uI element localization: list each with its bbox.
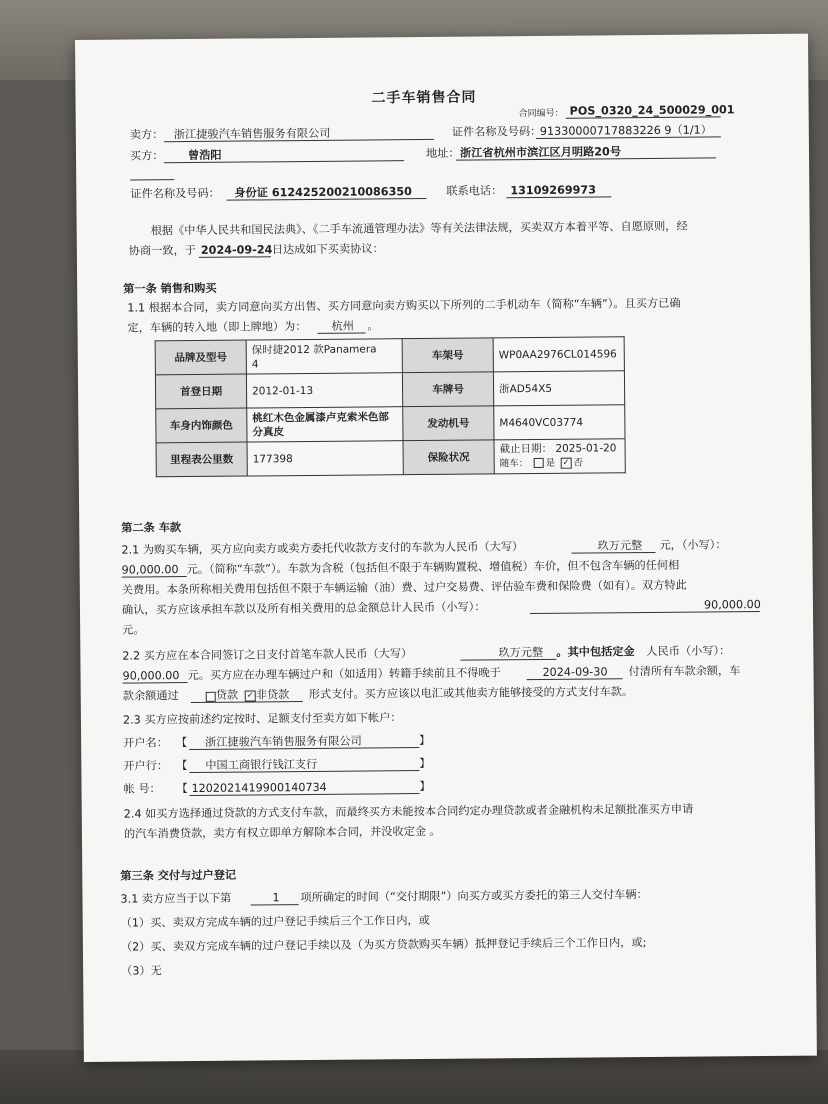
seller-id: 91330000717883226 9（1/1）	[539, 123, 712, 138]
mileage-label: 里程表公里数	[156, 442, 247, 477]
plate-label: 车牌号	[402, 372, 493, 407]
section-2-1-d: 关费用。本条所称相关费用包括但不限于车辆运输（油）费、过户交易费、评估验车费和保险费（如有）。双方特此	[121, 578, 687, 597]
buyer-id: 身份证 612425200210086350	[234, 185, 412, 200]
preamble-date-underline	[199, 256, 271, 258]
section-2-1-total: 90,000.00	[703, 598, 761, 612]
section-2-2-f: 款余额通过	[122, 689, 179, 703]
insurance-value: 截止日期： 2025-01-20 随车： 是 ✓ 否	[494, 439, 625, 474]
section-2-2-e: 付清所有车款余额，车	[628, 664, 741, 679]
section-3-title: 第三条 交付与过户登记	[120, 868, 237, 883]
section-2-2-d: 元。买方应在办理车辆过户和（如适用）转籍手续前且不得晚于	[187, 666, 501, 683]
section-2-4-b: 的汽车消费贷款，卖方有权立即单方解除本合同，并没收定金 。	[123, 824, 441, 841]
due-date-underline	[527, 678, 623, 680]
reg-date-value: 2012-01-13	[246, 373, 402, 408]
section-1-p1a: 1.1 根据本合同，卖方同意向买方出售、买方同意向卖方购买以下所列的二手机动车（简称“车辆”）。且买方已确	[127, 296, 681, 315]
table-row	[156, 439, 625, 477]
account-name: 浙江捷骏汽车销售服务有限公司	[205, 734, 362, 749]
color-value: 桃红木色金属漆卢克索米色部 分真皮	[247, 407, 403, 442]
phone: 13109269973	[510, 183, 597, 198]
seller-id-underline	[536, 136, 721, 139]
section-2-title: 第二条 车款	[121, 521, 182, 535]
first-payment-underline	[460, 659, 556, 661]
section-2-2-amount-cn: 玖万元整	[498, 645, 544, 660]
account-bank: 中国工商银行钱江支行	[205, 757, 318, 772]
section-2-4-a: 2.4 如买方选择通过贷款的方式支付车款，而最终买方未能按本合同约定办理贷款或者金融机构未足额批准买方申请	[123, 802, 694, 821]
total-underline	[530, 611, 760, 614]
seller-name: 浙江捷骏汽车销售服务有限公司	[173, 126, 331, 142]
section-2-1-a: 2.1 为购买车辆，买方应向卖方或卖方委托代收款方支付的车款为人民币（大写）	[121, 540, 524, 557]
engine-value: M4640VC03774	[494, 405, 625, 440]
section-3-option-2: （2）买、卖双方完成车辆的过户登记手续以及（为买方贷款购买车辆）抵押登记手续后三个工作日内，或;	[120, 936, 647, 954]
section-3-1-a: 3.1 卖方应当于以下第	[120, 891, 232, 906]
contract-page: 二手车销售合同 合同编号： POS_0320_24_500029_001 卖方： 浙江捷骏汽车销售服务有限公司 证件名称及号码： 91330000717883226 9（1/1） 买方： 曾浩阳 地址： 浙江省杭州市滨江区月明路20号 证件名称及号码： 身份证 612425200210086350 联系电话： 13109269973 根据《中华人民共和国民法典》、《二手车流通管理办法》等有关法律法规，买卖双方本着平等、自愿原则，经 协商一致，于 2024-09-24 日达成如下买卖协议： 第一条 销售和购买 1.1 根据本合同，卖方同意向买方出售、买方同意向卖方购买以下所列的二手机动车（简称“车辆”）。且买方已确 定，车辆的转入地（即上牌地）为： 杭州 。 品牌及型号 保时捷2012 款Panamera 4 车架号 WP0AA2976CL014596 首登日期 2012-01-13 车牌号 浙AD54X5 车身内饰颜色 桃红木色金属漆卢克索米色部 分真皮 发动机号 M4640VC03774 里程表公里数 177398 保险状况 截止日期： 2025-01-20 随车： 是 ✓ 否 第二条 车款 2.1 为购买车辆，买方应向卖方或卖方委托代收款方支付的车款为人民币（大写） 玖万元整 元，（小写）： 90,000.00 元。（简称“车款”）。车款为含税（包括但不限于车辆购置税、增值税）车价，但不包含车辆的任何相 关费用。本条所称相关费用包括但不限于车辆运输（油）费、过户交易费、评估验车费和保险费（如有）。双方特此 确认，买方应该承担车款以及所有相关费用的总金额总计人民币（小写）： 90,000.00 元。 2.2 买方应在本合同签订之日支付首笔车款人民币（大写） 玖万元整 。其中包括定金 人民币（小写）： 90,000.00 元。买方应在办理车辆过户和（如适用）转籍手续前且不得晚于 2024-09-30 付清所有车款余额，车 款余额通过 贷款 ✓ 非贷款 形式支付。买方应该以电汇或其他卖方能够接受的方式支付车款。 2.3 买方应按前述约定按时、足额支付至卖方如下帐户： 开户名： 【 浙江捷骏汽车销售服务有限公司 】 开户行： 【 中国工商银行钱江支行 】 帐 号： 【 1202021419900140734 】 2.4 如买方选择通过贷款的方式支付车款，而最终买方未能按本合同约定办理贷款或者金融机构未足额批准买方申请 的汽车消费贷款，卖方有权立即单方解除本合同，并没收定金 。 第三条 交付与过户登记 3.1 卖方应当于以下第 1 项所确定的时间（“交付期限”）向买方或买方委托的第三人交付车辆： （1）买、卖双方完成车辆的过户登记手续后三个工作日内，或 （2）买、卖双方完成车辆的过户登记手续以及（为买方贷款购买车辆）抵押登记手续后三个工作日内，或; （3）无	[75, 34, 817, 1062]
address-label: 地址：	[425, 146, 460, 160]
insurance-no-checkbox: ✓	[560, 457, 571, 468]
preamble-line-2a: 协商一致，于	[128, 243, 197, 258]
buyer-name: 曾浩阳	[187, 148, 222, 163]
seller-label: 卖方：	[129, 128, 164, 142]
section-2-1-e: 确认，买方应该承担车款以及所有相关费用的总金额总计人民币（小写）：	[121, 600, 486, 617]
section-2-2-amount: 90,000.00	[122, 669, 180, 683]
contract-no-underline	[566, 116, 721, 118]
brand-label: 品牌及型号	[155, 340, 246, 375]
engine-label: 发动机号	[403, 406, 494, 441]
loan-label: 贷款	[215, 688, 239, 702]
deposit-underline	[123, 682, 188, 684]
amount-underline	[122, 576, 187, 578]
section-2-2-b: 。其中包括定金	[556, 645, 635, 659]
table-row	[155, 371, 624, 409]
section-1-city: 杭州	[331, 319, 354, 333]
section-2-2-date: 2024-09-30	[542, 665, 608, 679]
section-2-1-b: 元，（小写）：	[659, 538, 727, 552]
no-loan-label: 非贷款	[255, 688, 290, 702]
contract-no: POS_0320_24_500029_001	[569, 103, 735, 118]
phone-underline	[506, 196, 611, 198]
buyer-extra-underline	[130, 179, 174, 180]
section-2-2-c: 人民币（小写）：	[646, 644, 731, 659]
vin-value: WP0AA2976CL014596	[493, 337, 624, 372]
account-no: 1202021419900140734	[191, 780, 327, 796]
insurance-label: 保险状况	[403, 440, 494, 475]
brand-value: 保时捷2012 款Panamera 4	[246, 339, 402, 374]
amount-cn-underline	[571, 552, 655, 554]
section-3-1-b: 项所确定的时间（“交付期限”）向买方或买方委托的第三人交付车辆：	[300, 888, 648, 905]
loan-checkbox	[206, 692, 216, 702]
section-2-2-g: 形式支付。买方应该以电汇或其他卖方能够接受的方式支付车款。	[308, 685, 634, 701]
mileage-value: 177398	[247, 441, 403, 476]
account-name-label: 开户名：	[123, 736, 168, 750]
section-2-1-c: 元。（简称“车款”）。车款为含税（包括但不限于车辆购置税、增值税）车价，但不包含车辆的任何相	[186, 558, 680, 577]
contract-title: 二手车销售合同	[371, 89, 477, 107]
section-1-p1b: 定，车辆的转入地（即上牌地）为：	[127, 319, 307, 335]
item-underline	[251, 904, 299, 905]
preamble-date: 2024-09-24	[200, 243, 273, 257]
section-1-title: 第一条 销售和购买	[123, 281, 217, 296]
table-row	[156, 405, 625, 443]
section-3-1-item: 1	[272, 891, 280, 905]
section-2-1-amount: 90,000.00	[121, 563, 179, 577]
contract-no-label: 合同编号：	[518, 108, 564, 120]
reg-date-label: 首登日期	[155, 374, 246, 409]
address: 浙江省杭州市滨江区月明路20号	[459, 145, 622, 160]
no-loan-checkbox: ✓	[245, 690, 256, 701]
buyer-label: 买方：	[129, 149, 164, 163]
account-no-label: 帐 号：	[123, 782, 161, 796]
section-2-3: 2.3 买方应按前述约定按时、足额支付至卖方如下帐户：	[122, 711, 402, 727]
plate-value: 浙AD54X5	[493, 371, 624, 406]
phone-label: 联系电话：	[446, 184, 503, 198]
buyer-id-label: 证件名称及号码：	[130, 186, 220, 201]
vehicle-table	[155, 336, 626, 477]
vin-label: 车架号	[402, 338, 493, 373]
section-1-city-underline	[318, 332, 366, 333]
section-2-1-amount-cn: 玖万元整	[597, 539, 643, 553]
section-3-option-1: （1）买、卖双方完成车辆的过户登记手续后三个工作日内，或	[120, 913, 430, 930]
color-label: 车身内饰颜色	[156, 408, 247, 443]
account-bank-label: 开户行：	[123, 759, 169, 773]
seller-id-label: 证件名称及号码：	[451, 124, 542, 139]
section-3-option-3: （3）无	[121, 964, 162, 978]
section-2-2-a: 2.2 买方应在本合同签订之日支付首笔车款人民币（大写）	[122, 647, 413, 663]
preamble-line-1: 根据《中华人民共和国民法典》、《二手车流通管理办法》等有关法律法规，买卖双方本着平等、自愿原则，经	[150, 219, 688, 238]
insurance-yes-checkbox	[534, 458, 544, 468]
section-2-1-f: 元。	[122, 623, 145, 637]
preamble-line-2b: 日达成如下买卖协议：	[271, 242, 384, 257]
payment-method-underline	[191, 701, 303, 703]
table-row	[155, 337, 624, 375]
